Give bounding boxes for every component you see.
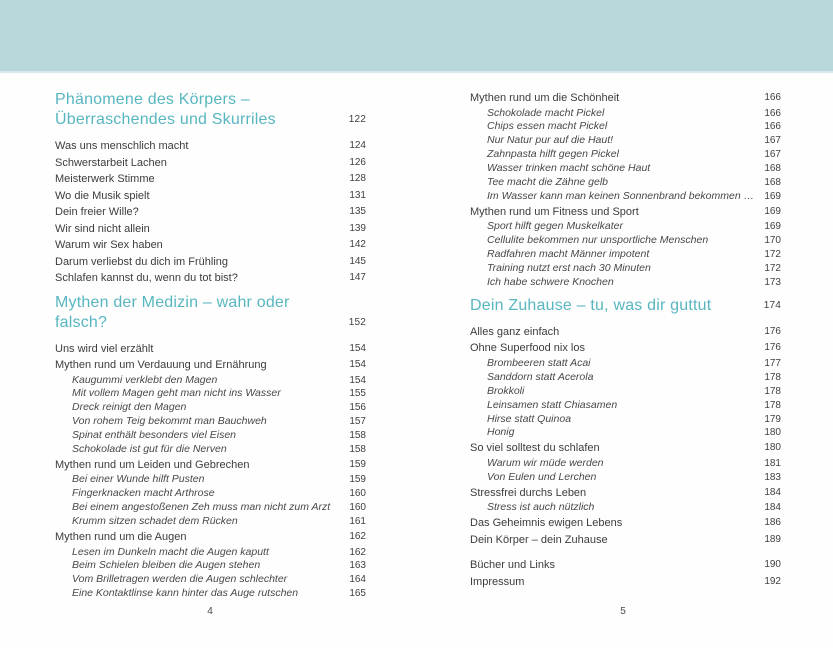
entry-page-number: 160 bbox=[349, 502, 366, 514]
entry-page-number: 155 bbox=[349, 388, 366, 400]
toc-entry bbox=[470, 557, 781, 574]
entry-label: Mythen der Medizin – wahr oder falsch? bbox=[55, 293, 290, 331]
entry-label: Mythen rund um Fitness und Sport bbox=[470, 205, 639, 218]
entry-label: Tee macht die Zähne gelb bbox=[487, 176, 609, 189]
toc-subentry bbox=[55, 374, 366, 388]
entry-label: Darum verliebst du dich im Frühling bbox=[55, 255, 229, 268]
entry-label: Hirse statt Quinoa bbox=[487, 412, 572, 425]
toc-entry bbox=[470, 204, 781, 221]
toc-subentry bbox=[470, 190, 781, 204]
entry-page-number: 177 bbox=[764, 357, 781, 369]
entry-page-number: 169 bbox=[764, 221, 781, 233]
entry-label: Das Geheimnis ewigen Lebens bbox=[470, 517, 623, 530]
toc-subentry bbox=[470, 413, 781, 427]
toc-entry bbox=[55, 254, 366, 271]
entry-page-number: 166 bbox=[764, 92, 781, 103]
entry-page-number: 180 bbox=[764, 427, 781, 439]
entry-page-number: 145 bbox=[349, 255, 366, 267]
toc-subentry bbox=[55, 559, 366, 573]
entry-label: Training nutzt erst nach 30 Minuten bbox=[487, 262, 651, 275]
toc-entry bbox=[55, 270, 366, 287]
toc-heading bbox=[55, 90, 366, 130]
entry-label: Stressfrei durchs Leben bbox=[470, 486, 587, 499]
toc-subentry bbox=[470, 134, 781, 148]
toc-entry bbox=[470, 515, 781, 532]
entry-label: Spinat enthält besonders viel Eisen bbox=[72, 429, 237, 442]
toc-subentry bbox=[470, 262, 781, 276]
toc-subentry bbox=[470, 399, 781, 413]
entry-label: Wasser trinken macht schöne Haut bbox=[487, 162, 651, 175]
toc-right-column bbox=[470, 90, 781, 590]
entry-page-number: 158 bbox=[349, 444, 366, 456]
entry-page-number: 170 bbox=[764, 235, 781, 247]
entry-label: Sport hilft gegen Muskelkater bbox=[487, 220, 623, 233]
entry-page-number: 184 bbox=[764, 502, 781, 514]
entry-page-number: 168 bbox=[764, 177, 781, 189]
toc-subentry bbox=[55, 473, 366, 487]
entry-label: Mythen rund um die Augen bbox=[55, 531, 187, 544]
entry-label: Ich habe schwere Knochen bbox=[487, 275, 614, 288]
entry-page-number: 135 bbox=[349, 206, 366, 217]
entry-page-number: 139 bbox=[349, 222, 366, 234]
entry-label: Von Eulen und Lerchen bbox=[487, 470, 597, 483]
entry-label: Eine Kontaktlinse kann hinter das Auge rutschen bbox=[72, 587, 299, 600]
toc-subentry bbox=[55, 515, 366, 529]
toc-subentry bbox=[55, 401, 366, 415]
toc-entry bbox=[55, 457, 366, 474]
entry-page-number: 158 bbox=[349, 430, 366, 442]
entry-label: Fingerknacken macht Arthrose bbox=[72, 487, 215, 500]
entry-page-number: 169 bbox=[764, 190, 781, 202]
toc-entry bbox=[55, 341, 366, 358]
entry-page-number: 161 bbox=[349, 516, 366, 528]
toc-heading bbox=[55, 293, 366, 333]
toc-subentry bbox=[55, 415, 366, 429]
toc-subentry bbox=[470, 234, 781, 248]
toc-subentry bbox=[470, 176, 781, 190]
entry-page-number: 180 bbox=[764, 442, 781, 454]
toc-subentry bbox=[470, 501, 781, 515]
toc-subentry bbox=[470, 120, 781, 134]
entry-label: Impressum bbox=[470, 575, 525, 588]
entry-label: Wo die Musik spielt bbox=[55, 189, 150, 202]
entry-label: Kaugummi verklebt den Magen bbox=[72, 373, 218, 386]
right-page-number: 5 bbox=[620, 606, 626, 617]
entry-page-number: 154 bbox=[349, 374, 366, 386]
entry-page-number: 168 bbox=[764, 163, 781, 175]
entry-page-number: 160 bbox=[349, 488, 366, 500]
toc-subentry bbox=[470, 457, 781, 471]
entry-label: Beim Schielen bleiben die Augen stehen bbox=[72, 559, 261, 572]
entry-label: Dein Körper – dein Zuhause bbox=[470, 533, 608, 546]
left-page-number: 4 bbox=[207, 606, 213, 617]
toc-subentry bbox=[470, 357, 781, 371]
toc-left-column bbox=[55, 90, 366, 601]
entry-label: Phänomene des Körpers – Überraschendes und Skurriles bbox=[55, 91, 276, 128]
entry-page-number: 154 bbox=[349, 359, 366, 370]
entry-page-number: 181 bbox=[764, 457, 781, 469]
toc-subentry bbox=[470, 371, 781, 385]
entry-label: Lesen im Dunkeln macht die Augen kaputt bbox=[72, 545, 269, 558]
entry-page-number: 159 bbox=[349, 474, 366, 486]
entry-page-number: 174 bbox=[763, 299, 781, 311]
entry-page-number: 167 bbox=[764, 135, 781, 147]
toc-subentry bbox=[470, 220, 781, 234]
toc-subentry bbox=[470, 385, 781, 399]
entry-label: Leinsamen statt Chiasamen bbox=[487, 398, 618, 411]
entry-page-number: 156 bbox=[349, 402, 366, 414]
entry-page-number: 152 bbox=[348, 316, 366, 328]
entry-page-number: 192 bbox=[764, 575, 781, 587]
entry-page-number: 166 bbox=[764, 121, 781, 133]
entry-page-number: 166 bbox=[764, 107, 781, 119]
entry-page-number: 176 bbox=[764, 342, 781, 354]
entry-label: Schokolade macht Pickel bbox=[487, 106, 605, 119]
toc-entry bbox=[55, 204, 366, 221]
entry-label: Bei einem angestoßenen Zeh muss man nicht zum Arzt bbox=[72, 501, 331, 514]
toc-subentry bbox=[55, 387, 366, 401]
entry-page-number: 178 bbox=[764, 385, 781, 397]
entry-label: Im Wasser kann man keinen Sonnenbrand bekommen … bbox=[487, 189, 755, 202]
entry-label: Bei einer Wunde hilft Pusten bbox=[72, 473, 205, 486]
toc-entry bbox=[55, 357, 366, 374]
entry-label: Uns wird viel erzählt bbox=[55, 342, 154, 355]
toc-entry bbox=[470, 90, 781, 107]
entry-page-number: 147 bbox=[349, 272, 366, 283]
entry-label: Ohne Superfood nix los bbox=[470, 342, 585, 355]
entry-page-number: 163 bbox=[349, 560, 366, 572]
entry-label: Bücher und Links bbox=[470, 559, 555, 572]
entry-label: Radfahren macht Männer impotent bbox=[487, 248, 650, 261]
entry-page-number: 126 bbox=[349, 156, 366, 168]
toc-entry bbox=[55, 171, 366, 188]
entry-page-number: 142 bbox=[349, 239, 366, 250]
toc-subentry bbox=[55, 501, 366, 515]
entry-page-number: 178 bbox=[764, 399, 781, 411]
entry-page-number: 128 bbox=[349, 173, 366, 184]
entry-label: Alles ganz einfach bbox=[470, 325, 560, 338]
entry-page-number: 172 bbox=[764, 249, 781, 261]
entry-label: Warum wir müde werden bbox=[487, 456, 604, 469]
entry-label: Schlafen kannst du, wenn du tot bist? bbox=[55, 272, 238, 284]
entry-label: Wir sind nicht allein bbox=[55, 222, 150, 235]
toc-subentry bbox=[55, 487, 366, 501]
entry-page-number: 189 bbox=[764, 533, 781, 545]
entry-label: Von rohem Teig bekommt man Bauchweh bbox=[72, 415, 267, 428]
toc-subentry bbox=[55, 429, 366, 443]
entry-page-number: 176 bbox=[764, 325, 781, 337]
entry-page-number: 122 bbox=[348, 114, 366, 125]
entry-page-number: 167 bbox=[764, 149, 781, 161]
toc-entry bbox=[55, 188, 366, 205]
toc-entry bbox=[470, 574, 781, 591]
header-band bbox=[0, 0, 833, 73]
entry-page-number: 186 bbox=[764, 517, 781, 529]
entry-page-number: 131 bbox=[349, 189, 366, 201]
entry-label: Honig bbox=[487, 426, 515, 439]
entry-label: Mythen rund um die Schönheit bbox=[470, 92, 620, 104]
toc-subentry bbox=[470, 162, 781, 176]
entry-label: Mythen rund um Leiden und Gebrechen bbox=[55, 458, 250, 471]
entry-page-number: 165 bbox=[349, 588, 366, 600]
entry-label: Cellulite bekommen nur unsportliche Menschen bbox=[487, 234, 709, 247]
toc-subentry bbox=[470, 248, 781, 262]
entry-page-number: 172 bbox=[764, 263, 781, 275]
entry-label: Dein freier Wille? bbox=[55, 206, 139, 218]
entry-label: Warum wir Sex haben bbox=[55, 239, 163, 251]
toc-subentry bbox=[55, 587, 366, 601]
entry-page-number: 169 bbox=[764, 205, 781, 217]
entry-page-number: 164 bbox=[349, 574, 366, 586]
entry-label: So viel solltest du schlafen bbox=[470, 442, 600, 455]
entry-page-number: 162 bbox=[349, 546, 366, 558]
toc-subentry bbox=[470, 148, 781, 162]
toc-subentry bbox=[470, 426, 781, 440]
toc-entry bbox=[55, 221, 366, 238]
entry-label: Mit vollem Magen geht man nicht ins Wasser bbox=[72, 387, 281, 400]
entry-label: Brombeeren statt Acai bbox=[487, 356, 591, 369]
toc-entry bbox=[55, 237, 366, 254]
toc-heading bbox=[470, 296, 781, 316]
entry-page-number: 179 bbox=[764, 413, 781, 425]
toc-entry bbox=[55, 155, 366, 172]
entry-label: Meisterwerk Stimme bbox=[55, 173, 155, 185]
entry-label: Schwerstarbeit Lachen bbox=[55, 156, 167, 169]
entry-page-number: 178 bbox=[764, 371, 781, 383]
toc-entry bbox=[470, 324, 781, 341]
toc-subentry bbox=[470, 276, 781, 290]
entry-label: Zahnpasta hilft gegen Pickel bbox=[487, 148, 619, 161]
entry-page-number: 173 bbox=[764, 276, 781, 288]
toc-entry bbox=[470, 440, 781, 457]
entry-label: Mythen rund um Verdauung und Ernährung bbox=[55, 359, 267, 371]
entry-page-number: 184 bbox=[764, 486, 781, 498]
entry-page-number: 124 bbox=[349, 140, 366, 151]
entry-page-number: 159 bbox=[349, 458, 366, 470]
entry-label: Chips essen macht Pickel bbox=[487, 120, 608, 133]
entry-page-number: 157 bbox=[349, 416, 366, 428]
entry-label: Stress ist auch nützlich bbox=[487, 501, 595, 514]
entry-label: Krumm sitzen schadet dem Rücken bbox=[72, 515, 238, 528]
entry-page-number: 183 bbox=[764, 471, 781, 483]
toc-subentry bbox=[55, 573, 366, 587]
entry-page-number: 190 bbox=[764, 559, 781, 571]
entry-label: Nur Natur pur auf die Haut! bbox=[487, 134, 614, 147]
entry-label: Was uns menschlich macht bbox=[55, 140, 189, 152]
toc-subentry bbox=[470, 107, 781, 121]
toc-entry bbox=[470, 532, 781, 549]
entry-label: Dein Zuhause – tu, was dir guttut bbox=[470, 296, 712, 314]
entry-label: Brokkoli bbox=[487, 384, 525, 397]
entry-label: Sanddorn statt Acerola bbox=[487, 370, 594, 383]
entry-page-number: 162 bbox=[349, 531, 366, 543]
toc-entry bbox=[55, 138, 366, 155]
toc-subentry bbox=[470, 471, 781, 485]
entry-label: Schokolade ist gut für die Nerven bbox=[72, 443, 227, 456]
toc-subentry bbox=[55, 443, 366, 457]
entry-label: Vom Brilletragen werden die Augen schlechter bbox=[72, 573, 288, 586]
entry-label: Dreck reinigt den Magen bbox=[72, 401, 187, 414]
entry-page-number: 154 bbox=[349, 342, 366, 354]
toc-subentry bbox=[55, 546, 366, 560]
toc-entry bbox=[470, 340, 781, 357]
toc-entry bbox=[470, 485, 781, 502]
toc-entry bbox=[55, 529, 366, 546]
